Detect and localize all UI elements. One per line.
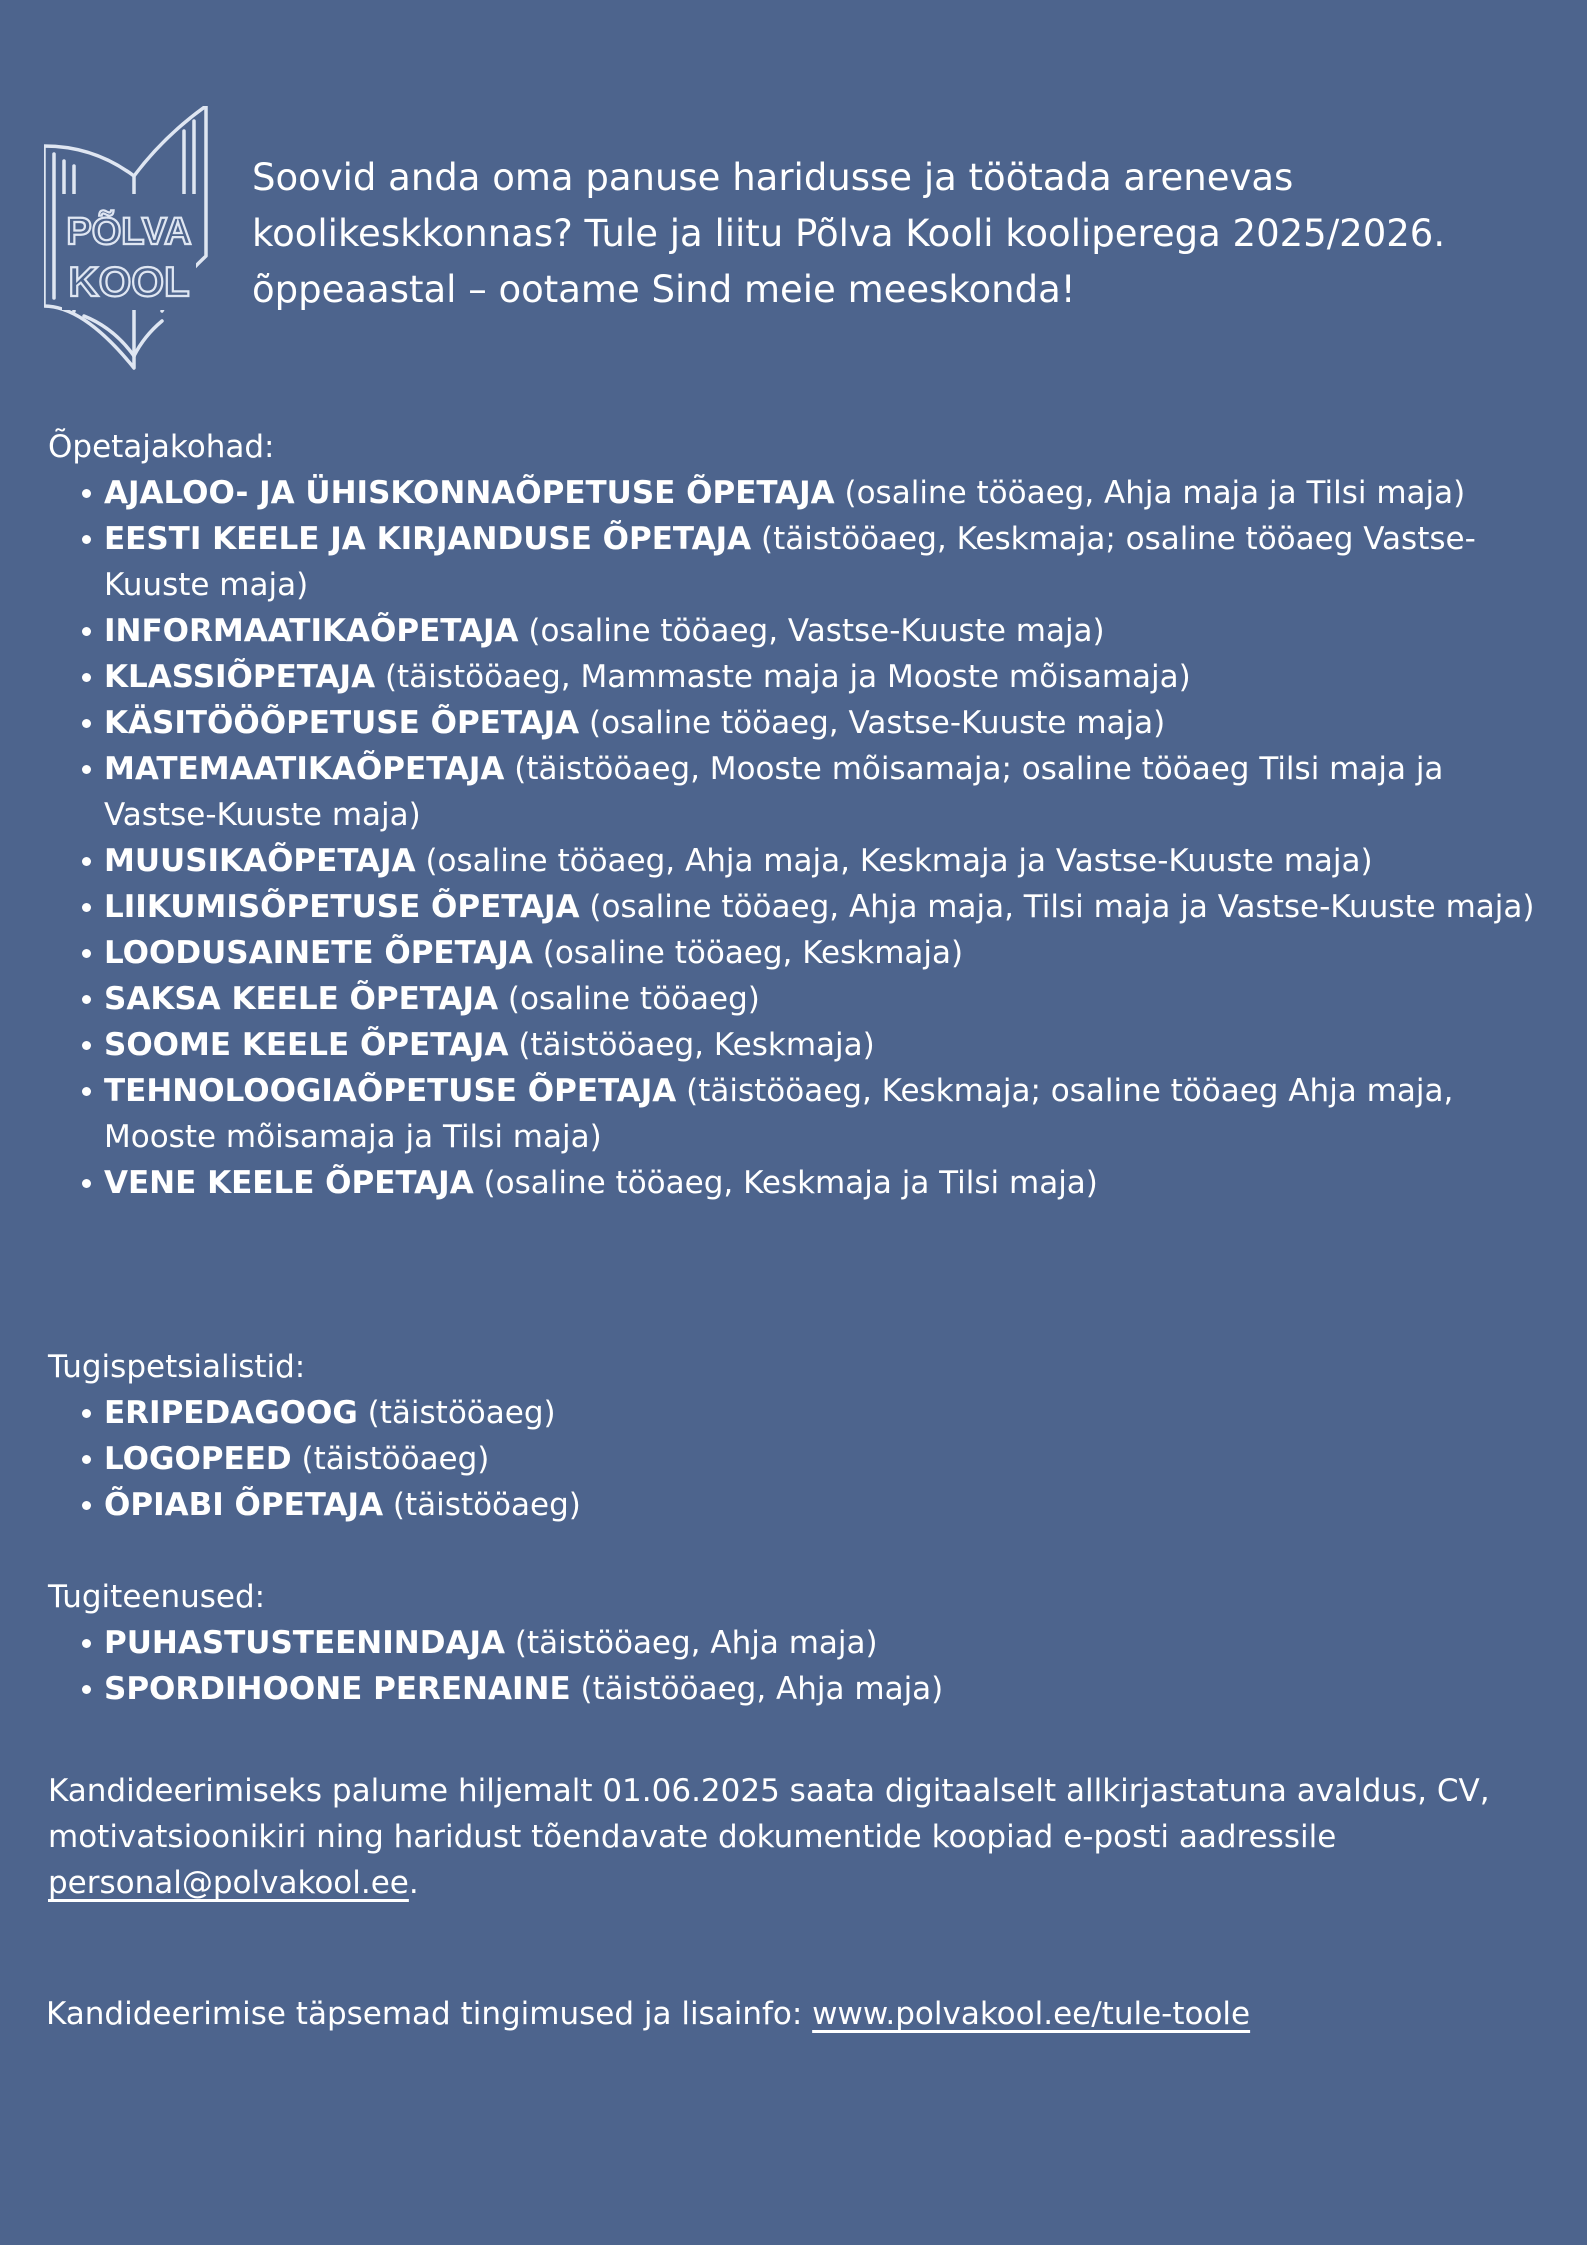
list-item xyxy=(48,1620,1540,1666)
job-details: (osaline tööaeg, Ahja maja, Tilsi maja ja Vastse-Kuuste maja) xyxy=(589,889,1535,925)
list-item xyxy=(48,1160,1540,1206)
support-services-heading: Tugiteenused: xyxy=(48,1579,266,1615)
list-item xyxy=(48,654,1540,700)
job-details: (täistööaeg, Keskmaja; osaline tööaeg Ahja maja, Mooste mõisamaja ja Tilsi maja) xyxy=(104,1073,1454,1155)
email-link[interactable]: personal@polvakool.ee xyxy=(48,1865,409,1901)
job-details: (osaline tööaeg, Vastse-Kuuste maja) xyxy=(588,705,1166,741)
job-details: (täistööaeg, Ahja maja) xyxy=(514,1625,878,1661)
job-title: MATEMAATIKAÕPETAJA xyxy=(104,751,505,787)
list-item xyxy=(48,884,1540,930)
job-title: TEHNOLOOGIAÕPETUSE ÕPETAJA xyxy=(104,1073,677,1109)
job-title: KLASSIÕPETAJA xyxy=(104,659,376,695)
job-title: VENE KEELE ÕPETAJA xyxy=(104,1165,474,1201)
job-details: (täistööaeg) xyxy=(301,1441,490,1477)
list-item xyxy=(48,608,1540,654)
application-suffix: . xyxy=(408,1865,419,1901)
list-item xyxy=(48,1390,1540,1436)
job-details: (täistööaeg) xyxy=(392,1487,581,1523)
application-instructions xyxy=(48,1768,1558,1906)
job-title: SPORDIHOONE PERENAINE xyxy=(104,1671,571,1707)
job-details: (täistööaeg, Keskmaja) xyxy=(518,1027,875,1063)
list-item xyxy=(48,700,1540,746)
teacher-positions-list xyxy=(48,470,1540,1206)
job-details: (osaline tööaeg, Keskmaja ja Tilsi maja) xyxy=(483,1165,1098,1201)
job-title: KÄSITÖÖÕPETUSE ÕPETAJA xyxy=(104,705,580,741)
support-specialists-section xyxy=(48,1344,1540,1528)
job-title: MUUSIKAÕPETAJA xyxy=(104,843,416,879)
teacher-positions-section xyxy=(48,424,1540,1206)
application-text: Kandideerimiseks palume hiljemalt 01.06.2025 saata digitaalselt allkirjastatuna avaldus, CV, motivatsioonikiri ning haridust tõendavate dokumentide koopiad e-posti aadressile xyxy=(48,1773,1490,1855)
job-title: LIIKUMISÕPETUSE ÕPETAJA xyxy=(104,889,580,925)
teacher-positions-heading: Õpetajakohad: xyxy=(48,429,275,465)
job-title: LOODUSAINETE ÕPETAJA xyxy=(104,935,533,971)
list-item xyxy=(48,516,1540,608)
job-title: SAKSA KEELE ÕPETAJA xyxy=(104,981,499,1017)
website-link[interactable]: www.polvakool.ee/tule-toole xyxy=(812,1996,1251,2032)
info-line xyxy=(46,1991,1556,2037)
logo-line2: KOOL xyxy=(68,258,190,305)
job-title: INFORMAATIKAÕPETAJA xyxy=(104,613,519,649)
list-item xyxy=(48,930,1540,976)
job-title: EESTI KEELE JA KIRJANDUSE ÕPETAJA xyxy=(104,521,752,557)
job-title: ÕPIABI ÕPETAJA xyxy=(104,1487,384,1523)
support-specialists-list xyxy=(48,1390,1540,1528)
job-details: (osaline tööaeg) xyxy=(507,981,760,1017)
list-item xyxy=(48,976,1540,1022)
job-details: (täistööaeg, Ahja maja) xyxy=(580,1671,944,1707)
list-item xyxy=(48,1436,1540,1482)
list-item xyxy=(48,1482,1540,1528)
job-details: (osaline tööaeg, Ahja maja ja Tilsi maja) xyxy=(844,475,1466,511)
list-item xyxy=(48,838,1540,884)
job-title: ERIPEDAGOOG xyxy=(104,1395,358,1431)
polva-kool-logo xyxy=(44,106,214,376)
job-details: (täistööaeg, Mooste mõisamaja; osaline tööaeg Tilsi maja ja Vastse-Kuuste maja) xyxy=(104,751,1444,833)
info-text: Kandideerimise täpsemad tingimused ja lisainfo: xyxy=(46,1996,813,2032)
intro-text: Soovid anda oma panuse haridusse ja töötada arenevas koolikeskkonnas? Tule ja liitu Põlva Kooli kooliperega 2025/2026. õppeaastal – ootame Sind meie meeskonda! xyxy=(252,156,1446,311)
list-item xyxy=(48,746,1540,838)
list-item xyxy=(48,470,1540,516)
list-item xyxy=(48,1022,1540,1068)
logo-line1: PÕLVA xyxy=(66,211,192,253)
job-details: (osaline tööaeg, Vastse-Kuuste maja) xyxy=(528,613,1105,649)
job-details: (täistööaeg) xyxy=(367,1395,556,1431)
job-details: (osaline tööaeg, Ahja maja, Keskmaja ja Vastse-Kuuste maja) xyxy=(425,843,1373,879)
support-specialists-heading: Tugispetsialistid: xyxy=(48,1349,306,1385)
job-title: AJALOO- JA ÜHISKONNAÕPETUSE ÕPETAJA xyxy=(104,475,835,511)
job-details: (täistööaeg, Keskmaja; osaline tööaeg Vastse-Kuuste maja) xyxy=(104,521,1476,603)
support-services-section xyxy=(48,1574,1540,1712)
job-title: PUHASTUSTEENINDAJA xyxy=(104,1625,505,1661)
job-details: (täistööaeg, Mammaste maja ja Mooste mõisamaja) xyxy=(384,659,1191,695)
job-details: (osaline tööaeg, Keskmaja) xyxy=(542,935,964,971)
list-item xyxy=(48,1666,1540,1712)
job-title: LOGOPEED xyxy=(104,1441,292,1477)
list-item xyxy=(48,1068,1540,1160)
job-title: SOOME KEELE ÕPETAJA xyxy=(104,1027,509,1063)
support-services-list xyxy=(48,1620,1540,1712)
book-logo-icon xyxy=(44,106,214,376)
